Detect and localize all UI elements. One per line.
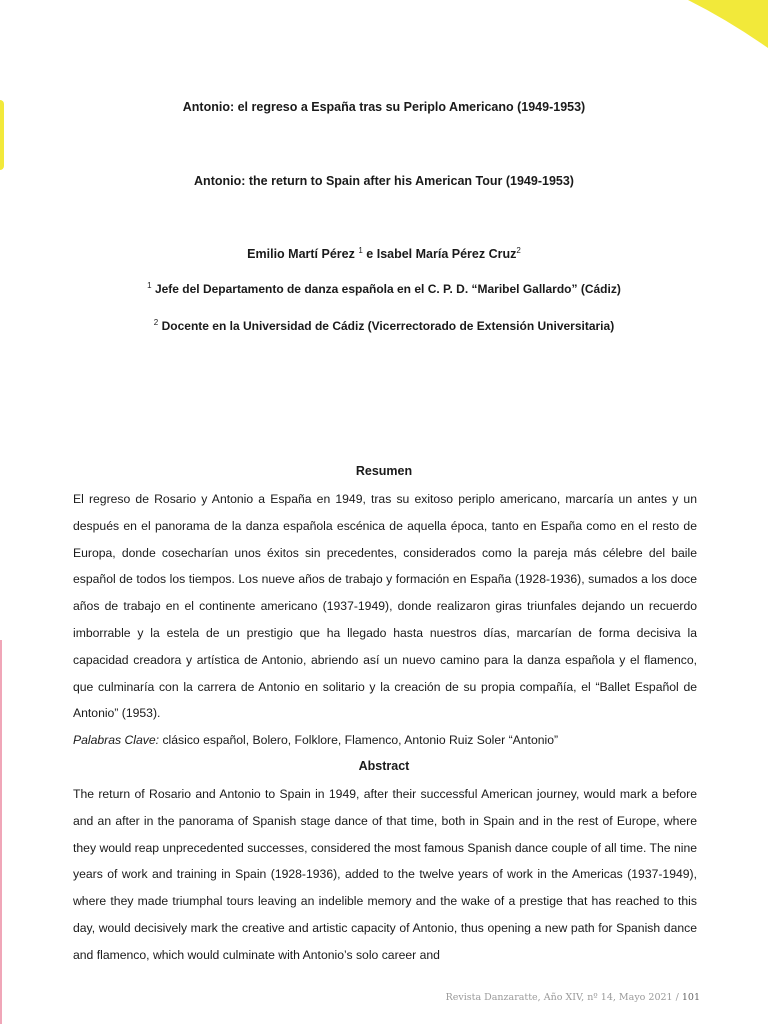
affiliation-1-text: Jefe del Departamento de danza española en el C. P. D. “Maribel Gallardo” (Cádiz) [154,282,621,296]
affiliation-2-text: Docente en la Universidad de Cádiz (Vicerrectorado de Extensión Universitaria) [161,319,615,333]
author-2: Isabel María Pérez Cruz [376,247,517,261]
author-conj: e [366,247,374,261]
page-number: 101 [681,992,700,1003]
affiliation-1-sup: 1 [147,281,152,290]
keywords-line [73,727,558,754]
resumen-heading: Resumen [355,464,413,478]
keywords-label: Palabras Clave: [73,733,160,747]
author-2-sup: 2 [516,245,521,255]
abstract-paragraph: The return of Rosario and Antonio to Spain in 1949, after their successful American journey, would mark a before and an after in the panorama of Spanish stage dance of that time, both in Spain and in the rest of Europe, where they would reap unprecedented successes, considered the most famous Spanish dance couple of all time. The nine years of work and training in Spain (1928-1936), added to the twelve years of work in the Americas (1937-1949), where they made triumphal tours leaving an indelible memory and the wake of a prestige that has reached to this day, would decisively mark the creative and artistic capacity of Antonio, thus opening a new path for Spanish dance and flamenco, which would culminate with Antonio’s solo career and [73,787,697,962]
affiliation-1 [0,282,768,296]
title-english: Antonio: the return to Spain after his American Tour (1949-1953) [194,174,574,188]
author-1: Emilio Martí Pérez [247,247,355,261]
left-pink-accent [0,640,2,1024]
corner-decoration [648,0,768,60]
title-spanish: Antonio: el regreso a España tras su Periplo Americano (1949-1953) [182,100,586,114]
author-1-sup: 1 [358,245,363,255]
keywords-text: clásico español, Bolero, Folklore, Flamenco, Antonio Ruiz Soler “Antonio” [162,733,559,747]
footer-journal: Revista Danzaratte, Año XIV, nº 14, Mayo 2021 / [445,992,679,1003]
authors-line [0,247,768,261]
page-footer [446,992,700,1003]
resumen-paragraph: El regreso de Rosario y Antonio a España en 1949, tras su exitoso periplo americano, marcaría un antes y un después en el panorama de la danza española escénica de aquella época, tanto en España como en el resto de Europa, donde cosecharían unos éxitos sin precedentes, considerados como la pareja más célebre del baile español de todos los tiempos. Los nueve años de trabajo y formación en España (1928-1936), sumados a los doce años de trabajo en el continente americano (1937-1949), donde realizaron giras triunfales dejando un recuerdo imborrable y la estela de un prestigio que ha llegado hasta nuestros días, marcarían de forma decisiva la capacidad creadora y artística de Antonio, abriendo así un nuevo camino para la danza española y el flamenco, que culminaría con la carrera de Antonio en solitario y la creación de su propia compañía, el “Ballet Español de Antonio” (1953). [73,492,697,721]
affiliation-2-sup: 2 [153,318,159,327]
abstract-heading: Abstract [358,759,410,773]
affiliation-2 [0,319,768,333]
